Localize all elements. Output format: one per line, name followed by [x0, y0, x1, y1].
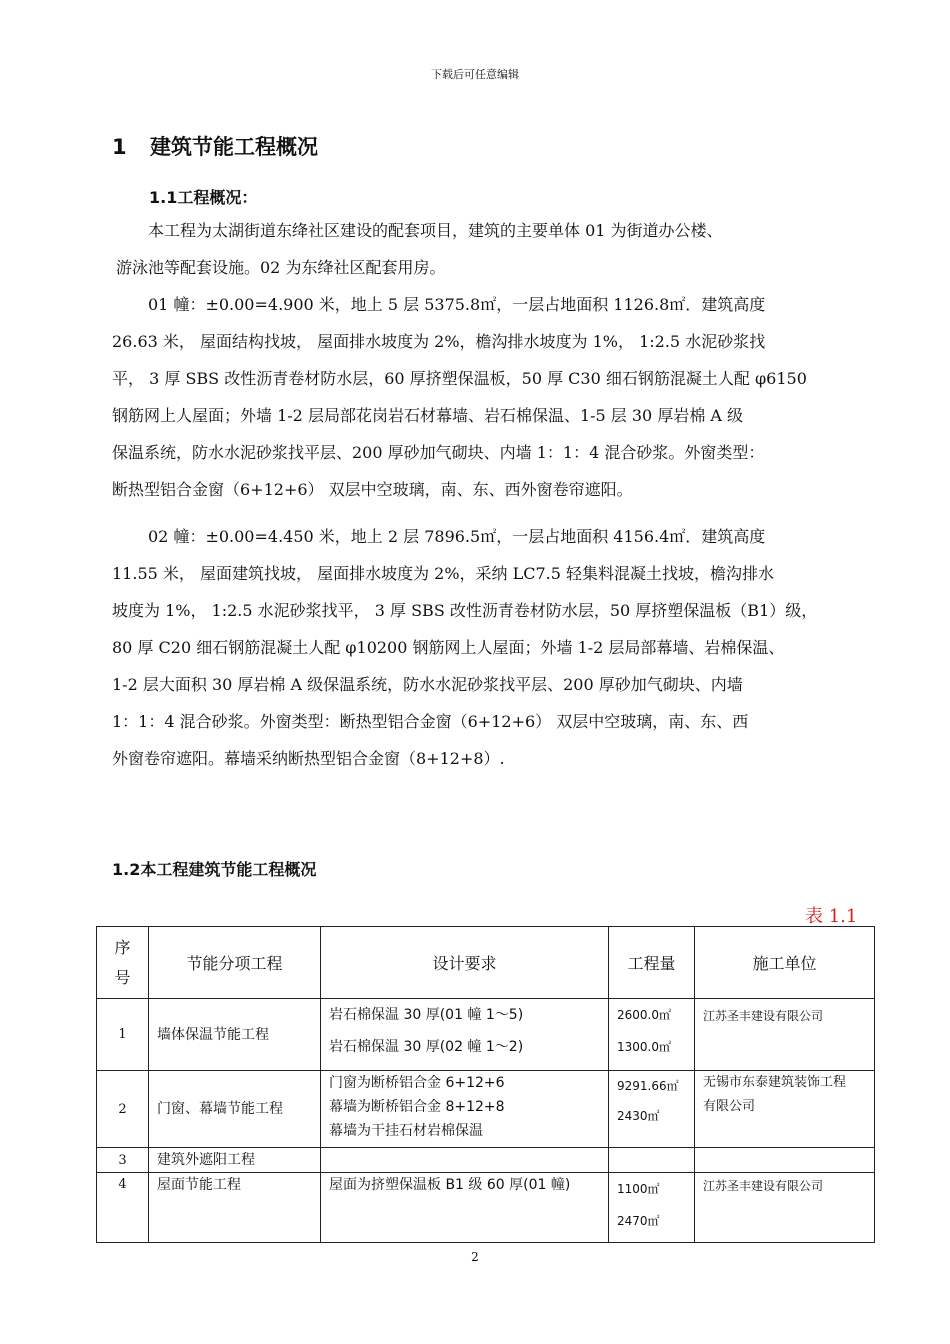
header-design: 设计要求 — [321, 927, 609, 999]
header-contractor: 施工单位 — [695, 927, 875, 999]
table-row — [97, 1173, 875, 1243]
header-item: 节能分项工程 — [149, 927, 321, 999]
cell-design — [321, 1148, 609, 1173]
design-line: 岩石棉保温 30 厚(01 幢 1～5) — [329, 1007, 524, 1023]
paragraph-line: 平， 3 厚 SBS 改性沥青卷材防水层，60 厚挤塑保温板，50 厚 C30 细石钢筋混凝土人配 φ6150 — [112, 369, 807, 388]
design-line: 幕墙为干挂石材岩棉保温 — [329, 1123, 483, 1139]
cell-item — [149, 999, 321, 1071]
cell-item-text: 屋面节能工程 — [157, 1177, 241, 1193]
paragraph-line: 01 幢：±0.00=4.900 米，地上 5 层 5375.8㎡，一层占地面积 1126.8㎡．建筑高度 — [148, 295, 766, 314]
page-number: 2 — [471, 1250, 479, 1264]
subsection-heading-1-2: 1.2本工程建筑节能工程概况 — [112, 860, 317, 879]
cell-seq: 2 — [97, 1071, 149, 1148]
cell-design — [321, 999, 609, 1071]
cell-quantity — [609, 999, 695, 1071]
quantity-line: 2470㎡ — [617, 1214, 660, 1228]
paragraph-line: 钢筋网上人屋面；外墙 1-2 层局部花岗岩石材幕墙、岩石棉保温、1-5 层 30 厚岩棉 A 级 — [112, 406, 744, 425]
contractor-line: 江苏圣丰建设有限公司 — [703, 1179, 824, 1193]
quantity-line: 1100㎡ — [617, 1182, 660, 1196]
cell-item-text: 墙体保温节能工程 — [157, 1026, 269, 1043]
page-header: 下载后可任意编辑 — [431, 68, 519, 81]
cell-contractor — [695, 1071, 875, 1148]
cell-item-text: 门窗、幕墙节能工程 — [157, 1101, 283, 1117]
table-row — [97, 1071, 875, 1148]
quantity-line: 2430㎡ — [617, 1109, 660, 1123]
paragraph-line: 26.63 米， 屋面结构找坡， 屋面排水坡度为 2%，檐沟排水坡度为 1%， 1:2.5 水泥砂浆找 — [112, 332, 766, 351]
cell-quantity — [609, 1148, 695, 1173]
header-seq-line2: 号 — [114, 967, 131, 987]
paragraph-line: 1：1：4 混合砂浆。外窗类型：断热型铝合金窗（6+12+6） 双层中空玻璃，南、东、西 — [112, 712, 749, 731]
paragraph-line: 游泳池等配套设施。02 为东绛社区配套用房。 — [116, 258, 446, 277]
building-01-paragraph — [112, 286, 872, 508]
cell-seq: 1 — [97, 999, 149, 1071]
intro-paragraph — [112, 212, 872, 286]
table-row — [97, 1148, 875, 1173]
cell-seq: 4 — [97, 1173, 149, 1243]
header-seq — [97, 927, 149, 999]
cell-contractor — [695, 1148, 875, 1173]
paragraph-line: 11.55 米， 屋面建筑找坡， 屋面排水坡度为 2%，采纳 LC7.5 轻集料混凝土找坡，檐沟排水 — [112, 564, 775, 583]
quantity-line: 1300.0㎡ — [617, 1040, 671, 1054]
table-row — [97, 999, 875, 1071]
cell-item — [149, 1071, 321, 1148]
subsection-heading-1-1: 1.1工程概况： — [149, 188, 258, 207]
paragraph-line: 80 厚 C20 细石钢筋混凝土人配 φ10200 钢筋网上人屋面；外墙 1-2 层局部幕墙、岩棉保温、 — [112, 638, 785, 657]
contractor-line: 江苏圣丰建设有限公司 — [703, 1009, 824, 1023]
cell-item — [149, 1173, 321, 1243]
header-seq-line1: 序 — [114, 937, 131, 957]
cell-contractor — [695, 1173, 875, 1243]
cell-quantity — [609, 1071, 695, 1148]
contractor-line: 无锡市东泰建筑装饰工程 — [703, 1075, 847, 1090]
paragraph-line: 1-2 层大面积 30 厚岩棉 A 级保温系统，防水水泥砂浆找平层、200 厚砂加气砌块、内墙 — [112, 675, 743, 694]
quantity-line: 9291.66㎡ — [617, 1079, 679, 1093]
paragraph-line: 保温系统，防水水泥砂浆找平层、200 厚砂加气砌块、内墙 1：1：4 混合砂浆。外窗类型： — [112, 443, 765, 462]
section-title: 建筑节能工程概况 — [150, 135, 318, 159]
table-caption: 表 1.1 — [805, 906, 858, 927]
energy-saving-table — [96, 926, 875, 1243]
table-header-row — [97, 927, 875, 999]
paragraph-line: 本工程为太湖街道东绛社区建设的配套项目，建筑的主要单体 01 为街道办公楼、 — [148, 221, 723, 240]
section-number: 1 — [112, 135, 127, 159]
cell-design — [321, 1173, 609, 1243]
section-heading-1 — [112, 131, 318, 161]
cell-item-text: 建筑外遮阳工程 — [157, 1152, 255, 1168]
design-line: 屋面为挤塑保温板 B1 级 60 厚(01 幢) — [329, 1177, 571, 1193]
paragraph-line: 02 幢：±0.00=4.450 米，地上 2 层 7896.5㎡，一层占地面积 4156.4㎡．建筑高度 — [148, 527, 766, 546]
header-quantity: 工程量 — [609, 927, 695, 999]
quantity-line: 2600.0㎡ — [617, 1008, 671, 1022]
cell-seq: 3 — [97, 1148, 149, 1173]
cell-quantity — [609, 1173, 695, 1243]
contractor-line: 有限公司 — [703, 1099, 756, 1114]
cell-design — [321, 1071, 609, 1148]
paragraph-line: 外窗卷帘遮阳。幕墙采纳断热型铝合金窗（8+12+8）. — [112, 749, 505, 768]
design-line: 岩石棉保温 30 厚(02 幢 1～2) — [329, 1039, 524, 1055]
design-line: 幕墙为断桥铝合金 8+12+8 — [329, 1099, 505, 1115]
design-line: 门窗为断桥铝合金 6+12+6 — [329, 1075, 505, 1091]
cell-item — [149, 1148, 321, 1173]
cell-contractor — [695, 999, 875, 1071]
paragraph-line: 断热型铝合金窗（6+12+6） 双层中空玻璃，南、东、西外窗卷帘遮阳。 — [112, 480, 633, 499]
paragraph-line: 坡度为 1%， 1:2.5 水泥砂浆找平， 3 厚 SBS 改性沥青卷材防水层，50 厚挤塑保温板（B1）级， — [112, 601, 818, 620]
building-02-paragraph — [112, 518, 872, 777]
